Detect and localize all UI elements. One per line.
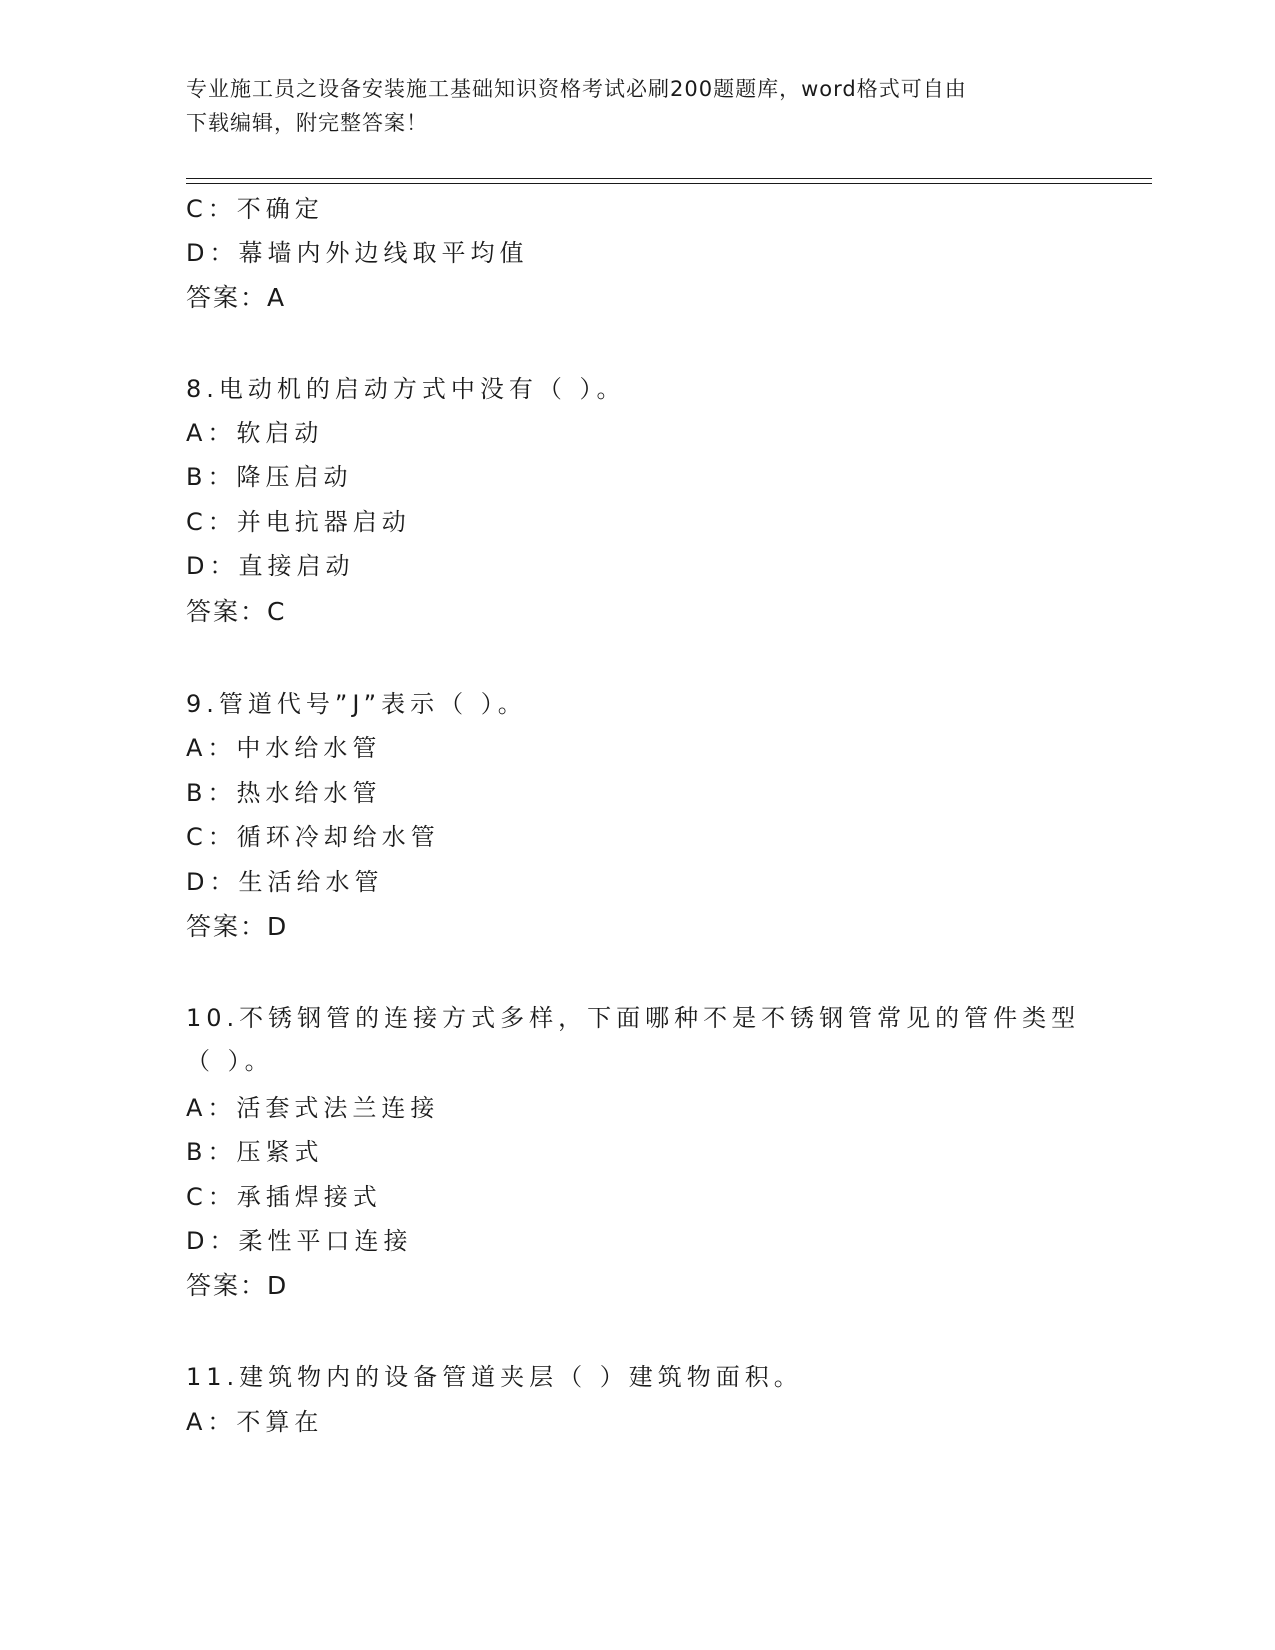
header-line-1: 专业施工员之设备安装施工基础知识资格考试必刷200题题库，word格式可自由 <box>186 77 967 101</box>
question-9-option-d: D：生活给水管 <box>186 868 384 896</box>
answer-label: 答案： <box>186 597 268 626</box>
question-9: 9.管道代号”J”表示（ ）。 <box>186 690 527 718</box>
question-8-option-b: B：降压启动 <box>186 463 353 491</box>
question-10-option-d: D：柔性平口连接 <box>186 1227 413 1255</box>
question-8-option-a: A：软启动 <box>186 419 324 447</box>
header-divider-top <box>186 178 1152 179</box>
question-10-option-a: A：活套式法兰连接 <box>186 1094 440 1122</box>
option-c-prev: C：不确定 <box>186 195 324 223</box>
answer-value: D <box>267 912 288 941</box>
answer-prev <box>186 283 285 313</box>
header-divider-bottom <box>186 183 1152 184</box>
header-line-2: 下载编辑，附完整答案！ <box>186 111 428 135</box>
question-9-option-a: A：中水给水管 <box>186 734 382 762</box>
answer-value: D <box>267 1271 288 1300</box>
answer-label: 答案： <box>186 912 268 941</box>
option-d-prev: D：幕墙内外边线取平均值 <box>186 239 529 267</box>
answer-value: A <box>267 283 286 312</box>
answer-10 <box>186 1271 287 1301</box>
question-10-option-b: B：压紧式 <box>186 1138 324 1166</box>
question-9-option-c: C：循环冷却给水管 <box>186 823 440 851</box>
question-10-line-2: （ ）。 <box>186 1047 274 1075</box>
question-10-option-c: C：承插焊接式 <box>186 1183 382 1211</box>
question-10-line-1: 10.不锈钢管的连接方式多样，下面哪种不是不锈钢管常见的管件类型 <box>186 1004 1081 1032</box>
question-8-option-d: D：直接启动 <box>186 552 355 580</box>
answer-label: 答案： <box>186 283 268 312</box>
answer-value: C <box>267 597 286 626</box>
question-11: 11.建筑物内的设备管道夹层（ ）建筑物面积。 <box>186 1363 803 1391</box>
question-8: 8.电动机的启动方式中没有（ ）。 <box>186 375 626 403</box>
question-8-option-c: C：并电抗器启动 <box>186 508 411 536</box>
question-9-option-b: B：热水给水管 <box>186 779 382 807</box>
answer-label: 答案： <box>186 1271 268 1300</box>
question-11-option-a: A：不算在 <box>186 1408 324 1436</box>
answer-9 <box>186 912 287 942</box>
document-header <box>186 72 1066 140</box>
answer-8 <box>186 597 285 627</box>
